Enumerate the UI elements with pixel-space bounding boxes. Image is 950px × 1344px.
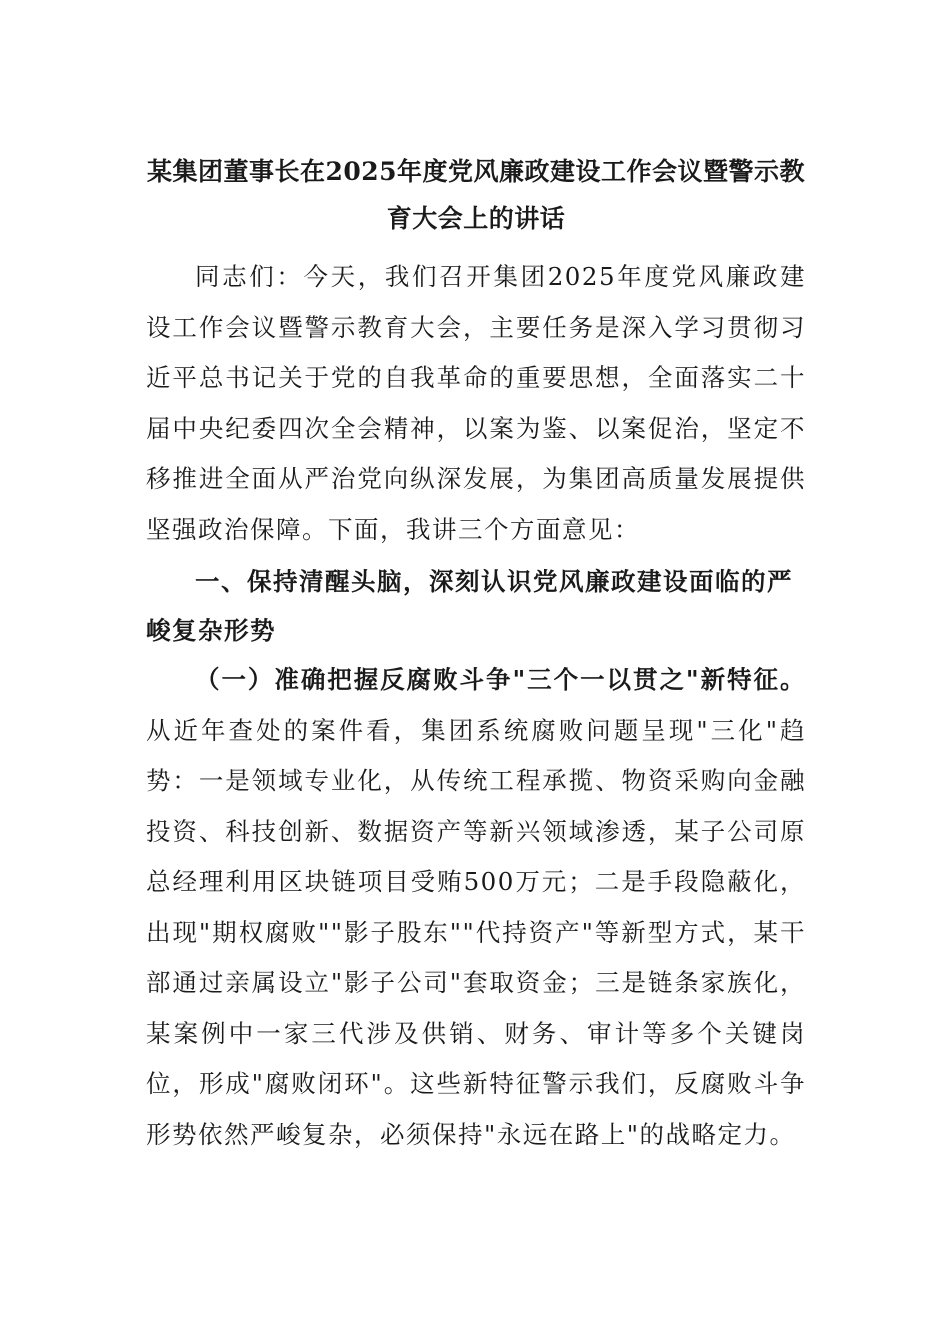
document-title — [146, 148, 806, 242]
intro-paragraph: 同志们：今天，我们召开集团2025年度党风廉政建设工作会议暨警示教育大会，主要任务是深入学习贯彻习近平总书记关于党的自我革命的重要思想，全面落实二十届中央纪委四次全会精神，以案为鉴、以案促治，坚定不移推进全面从严治党向纵深发展，为集团高质量发展提供坚强政治保障。下面，我讲三个方面意见： — [146, 262, 806, 544]
subsection-body-1: 从近年查处的案件看，集团系统腐败问题呈现"三化"趋势：一是领域专业化，从传统工程承揽、物资采购向金融投资、科技创新、数据资产等新兴领域渗透，某子公司原总经理利用区块链项目受贿500万元；二是手段隐蔽化，出现"期权腐败""影子股东""代持资产"等新型方式，某干部通过亲属设立"影子公司"套取资金；三是链条家族化，某案例中一家三代涉及供销、财务、审计等多个关键岗位，形成"腐败闭环"。这些新特征警示我们，反腐败斗争形势依然严峻复杂，必须保持"永远在路上"的战略定力。 — [146, 715, 806, 1149]
section-heading-1: 一、保持清醒头脑，深刻认识党风廉政建设面临的严峻复杂形势 — [146, 567, 793, 645]
subsection-paragraph-1 — [146, 655, 806, 1160]
title-line-2: 育大会上的讲话 — [386, 204, 566, 233]
document-body — [146, 148, 806, 1160]
title-line-1: 某集团董事长在2025年度党风廉政建设工作会议暨警示教 — [146, 157, 806, 186]
subsection-lead-1: （一）准确把握反腐败斗争"三个一以贯之"新特征。 — [195, 665, 806, 694]
